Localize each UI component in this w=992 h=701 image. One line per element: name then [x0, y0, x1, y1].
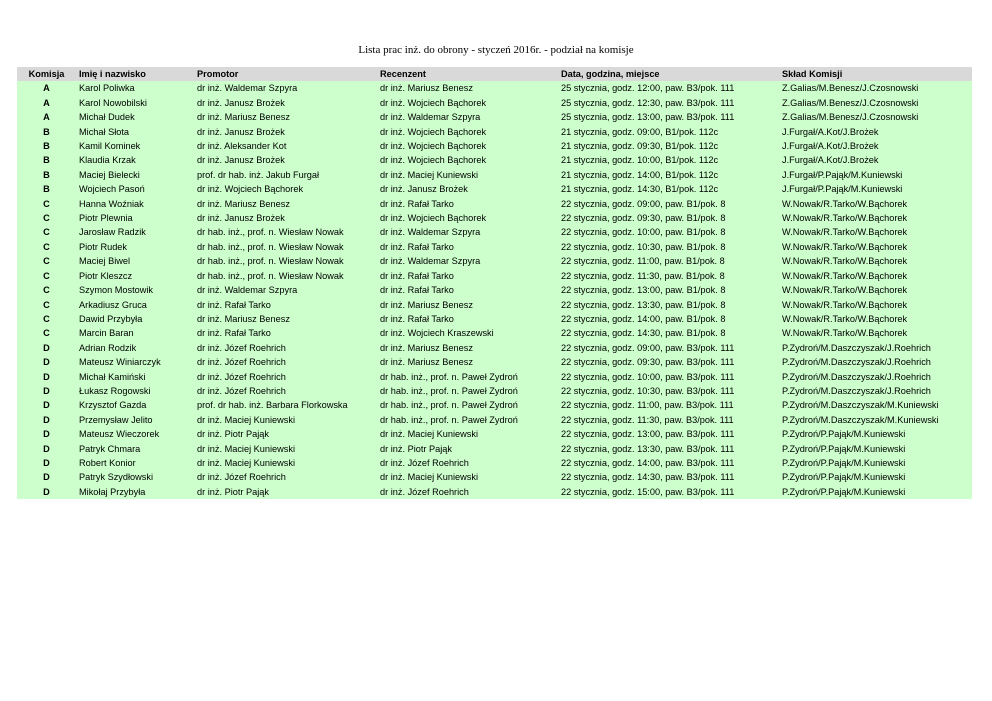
table-row: [17, 254, 972, 268]
promotor-cell: dr inż. Janusz Brożek: [197, 213, 285, 224]
promotor-cell: dr inż. Maciej Kuniewski: [197, 457, 296, 468]
student-name-cell: Klaudia Krzak: [79, 155, 136, 166]
promotor-cell: dr inż. Mariusz Benesz: [197, 313, 290, 324]
committee-members-cell: W.Nowak/R.Tarko/W.Bąchorek: [782, 198, 908, 209]
komisja-cell: B: [43, 184, 50, 195]
student-name-cell: Jarosław Radzik: [79, 227, 146, 238]
date-place-cell: 21 stycznia, godz. 09:00, B1/pok. 112c: [561, 126, 719, 137]
table-row: [17, 413, 972, 427]
table-row: [17, 355, 972, 369]
recenzent-cell: dr inż. Wojciech Bąchorek: [380, 155, 487, 166]
student-name-cell: Mateusz Wieczorek: [79, 429, 160, 440]
table-row: [17, 283, 972, 297]
date-place-cell: 22 stycznia, godz. 13:30, paw. B1/pok. 8: [561, 299, 726, 310]
komisja-cell: C: [43, 198, 50, 209]
student-name-cell: Hanna Woźniak: [79, 198, 144, 209]
date-place-cell: 22 stycznia, godz. 13:30, paw. B3/pok. 111: [561, 443, 735, 454]
date-place-cell: 21 stycznia, godz. 14:00, B1/pok. 112c: [561, 169, 719, 180]
recenzent-cell: dr inż. Józef Roehrich: [380, 457, 469, 468]
promotor-cell: dr inż. Maciej Kuniewski: [197, 414, 296, 425]
committee-members-cell: P.Zydroń/P.Pająk/M.Kuniewski: [782, 429, 906, 440]
committee-members-cell: P.Zydroń/M.Daszczyszak/J.Roehrich: [782, 357, 931, 368]
student-name-cell: Michał Słota: [79, 126, 130, 137]
promotor-cell: dr inż. Józef Roehrich: [197, 342, 286, 353]
committee-members-cell: P.Zydroń/M.Daszczyszak/J.Roehrich: [782, 342, 931, 353]
promotor-cell: dr inż. Waldemar Szpyra: [197, 83, 298, 94]
student-name-cell: Dawid Przybyła: [79, 313, 143, 324]
promotor-cell: dr inż. Józef Roehrich: [197, 385, 286, 396]
table-row: [17, 168, 972, 182]
date-place-cell: 25 stycznia, godz. 12:30, paw. B3/pok. 111: [561, 97, 735, 108]
table-row: [17, 456, 972, 470]
student-name-cell: Michał Kamiński: [79, 371, 146, 382]
table-row: [17, 341, 972, 355]
table-row: [17, 370, 972, 384]
date-place-cell: 22 stycznia, godz. 14:30, paw. B1/pok. 8: [561, 328, 726, 339]
promotor-cell: dr inż. Józef Roehrich: [197, 357, 286, 368]
student-name-cell: Przemysław Jelito: [79, 414, 153, 425]
date-place-cell: 22 stycznia, godz. 10:30, paw. B3/pok. 111: [561, 385, 735, 396]
komisja-cell: C: [43, 227, 50, 238]
komisja-cell: A: [43, 112, 50, 123]
date-place-cell: 22 stycznia, godz. 09:00, paw. B3/pok. 111: [561, 342, 735, 353]
komisja-cell: B: [43, 169, 50, 180]
promotor-cell: dr hab. inż., prof. n. Wiesław Nowak: [197, 256, 344, 267]
committee-members-cell: W.Nowak/R.Tarko/W.Bąchorek: [782, 299, 908, 310]
date-place-cell: 22 stycznia, godz. 11:00, paw. B1/pok. 8: [561, 256, 725, 267]
date-place-cell: 22 stycznia, godz. 14:30, paw. B3/pok. 111: [561, 472, 735, 483]
recenzent-cell: dr inż. Mariusz Benesz: [380, 342, 473, 353]
column-header-name: Imię i nazwisko: [79, 69, 146, 79]
date-place-cell: 22 stycznia, godz. 14:00, paw. B3/pok. 111: [561, 457, 735, 468]
student-name-cell: Piotr Plewnia: [79, 213, 133, 224]
komisja-cell: D: [43, 457, 50, 468]
promotor-cell: dr inż. Aleksander Kot: [197, 141, 287, 152]
table-row: [17, 470, 972, 484]
student-name-cell: Piotr Kleszcz: [79, 270, 133, 281]
page-title: Lista prac inż. do obrony - styczeń 2016r. - podział na komisje: [358, 44, 634, 56]
komisja-cell: C: [43, 256, 50, 267]
promotor-cell: dr inż. Wojciech Bąchorek: [197, 184, 304, 195]
table-row: [17, 312, 972, 326]
promotor-cell: dr hab. inż., prof. n. Wiesław Nowak: [197, 241, 344, 252]
student-name-cell: Kamil Kominek: [79, 141, 141, 152]
student-name-cell: Piotr Rudek: [79, 241, 128, 252]
recenzent-cell: dr inż. Waldemar Szpyra: [380, 112, 481, 123]
recenzent-cell: dr inż. Józef Roehrich: [380, 486, 469, 497]
student-name-cell: Michał Dudek: [79, 112, 135, 123]
committee-members-cell: W.Nowak/R.Tarko/W.Bąchorek: [782, 270, 908, 281]
recenzent-cell: dr inż. Mariusz Benesz: [380, 83, 473, 94]
table-header-row: [17, 67, 972, 81]
table-row: [17, 442, 972, 456]
committee-members-cell: Z.Galias/M.Benesz/J.Czosnowski: [782, 97, 919, 108]
date-place-cell: 22 stycznia, godz. 09:30, paw. B3/pok. 111: [561, 357, 735, 368]
student-name-cell: Maciej Biwel: [79, 256, 131, 267]
komisja-cell: A: [43, 97, 50, 108]
date-place-cell: 22 stycznia, godz. 09:00, paw. B1/pok. 8: [561, 198, 726, 209]
column-header-date-place: Data, godzina, miejsce: [561, 69, 660, 79]
committee-members-cell: P.Zydroń/M.Daszczyszak/J.Roehrich: [782, 385, 931, 396]
promotor-cell: dr inż. Piotr Pająk: [197, 486, 269, 497]
student-name-cell: Mateusz Winiarczyk: [79, 357, 161, 368]
table-row: [17, 427, 972, 441]
recenzent-cell: dr inż. Waldemar Szpyra: [380, 227, 481, 238]
recenzent-cell: dr inż. Rafał Tarko: [380, 270, 454, 281]
komisja-cell: C: [43, 213, 50, 224]
committee-members-cell: P.Zydroń/P.Pająk/M.Kuniewski: [782, 486, 906, 497]
date-place-cell: 22 stycznia, godz. 11:30, paw. B1/pok. 8: [561, 270, 725, 281]
recenzent-cell: dr hab. inż., prof. n. Paweł Zydroń: [380, 414, 518, 425]
promotor-cell: prof. dr hab. inż. Jakub Furgał: [197, 169, 320, 180]
table-row: [17, 384, 972, 398]
recenzent-cell: dr inż. Maciej Kuniewski: [380, 472, 479, 483]
date-place-cell: 22 stycznia, godz. 10:30, paw. B1/pok. 8: [561, 241, 726, 252]
komisja-cell: C: [43, 328, 50, 339]
promotor-cell: dr hab. inż., prof. n. Wiesław Nowak: [197, 270, 344, 281]
committee-members-cell: J.Furgał/A.Kot/J.Brożek: [782, 155, 879, 166]
recenzent-cell: dr inż. Mariusz Benesz: [380, 357, 473, 368]
recenzent-cell: dr inż. Wojciech Bąchorek: [380, 141, 487, 152]
recenzent-cell: dr inż. Rafał Tarko: [380, 313, 454, 324]
promotor-cell: dr inż. Józef Roehrich: [197, 371, 286, 382]
recenzent-cell: dr inż. Rafał Tarko: [380, 198, 454, 209]
student-name-cell: Karol Nowobilski: [79, 97, 147, 108]
komisja-cell: A: [43, 83, 50, 94]
promotor-cell: dr inż. Janusz Brożek: [197, 97, 285, 108]
promotor-cell: dr inż. Piotr Pająk: [197, 429, 269, 440]
komisja-cell: B: [43, 141, 50, 152]
committee-members-cell: W.Nowak/R.Tarko/W.Bąchorek: [782, 256, 908, 267]
date-place-cell: 22 stycznia, godz. 13:00, paw. B1/pok. 8: [561, 285, 726, 296]
student-name-cell: Patryk Szydłowski: [79, 472, 154, 483]
committee-members-cell: J.Furgał/A.Kot/J.Brożek: [782, 126, 879, 137]
committee-members-cell: W.Nowak/R.Tarko/W.Bąchorek: [782, 213, 908, 224]
komisja-cell: B: [43, 155, 50, 166]
committee-members-cell: J.Furgał/P.Pająk/M.Kuniewski: [782, 184, 903, 195]
table-row: [17, 182, 972, 196]
komisja-cell: D: [43, 472, 50, 483]
recenzent-cell: dr inż. Piotr Pająk: [380, 443, 452, 454]
komisja-cell: C: [43, 241, 50, 252]
date-place-cell: 25 stycznia, godz. 13:00, paw. B3/pok. 111: [561, 112, 735, 123]
committee-members-cell: P.Zydroń/M.Daszczyszak/M.Kuniewski: [782, 400, 939, 411]
komisja-cell: D: [43, 443, 50, 454]
komisja-cell: D: [43, 385, 50, 396]
recenzent-cell: dr hab. inż., prof. n. Paweł Zydroń: [380, 385, 518, 396]
recenzent-cell: dr inż. Wojciech Bąchorek: [380, 213, 487, 224]
recenzent-cell: dr inż. Rafał Tarko: [380, 285, 454, 296]
promotor-cell: prof. dr hab. inż. Barbara Florkowska: [197, 400, 348, 411]
student-name-cell: Maciej Bielecki: [79, 169, 140, 180]
committee-members-cell: J.Furgał/P.Pająk/M.Kuniewski: [782, 169, 903, 180]
date-place-cell: 21 stycznia, godz. 10:00, B1/pok. 112c: [561, 155, 719, 166]
komisja-cell: D: [43, 342, 50, 353]
komisja-cell: D: [43, 429, 50, 440]
recenzent-cell: dr inż. Wojciech Kraszewski: [380, 328, 494, 339]
table-row: [17, 153, 972, 167]
table-row: [17, 240, 972, 254]
date-place-cell: 22 stycznia, godz. 10:00, paw. B1/pok. 8: [561, 227, 726, 238]
committee-members-cell: P.Zydroń/M.Daszczyszak/M.Kuniewski: [782, 414, 939, 425]
date-place-cell: 21 stycznia, godz. 09:30, B1/pok. 112c: [561, 141, 719, 152]
table-row: [17, 81, 972, 95]
date-place-cell: 22 stycznia, godz. 09:30, paw. B1/pok. 8: [561, 213, 726, 224]
komisja-cell: C: [43, 270, 50, 281]
student-name-cell: Wojciech Pasoń: [79, 184, 145, 195]
komisja-cell: C: [43, 313, 50, 324]
date-place-cell: 22 stycznia, godz. 11:30, paw. B3/pok. 111: [561, 414, 734, 425]
table-row: [17, 398, 972, 412]
komisja-cell: D: [43, 371, 50, 382]
promotor-cell: dr inż. Waldemar Szpyra: [197, 285, 298, 296]
komisja-cell: D: [43, 357, 50, 368]
date-place-cell: 22 stycznia, godz. 13:00, paw. B3/pok. 111: [561, 429, 735, 440]
committee-members-cell: W.Nowak/R.Tarko/W.Bąchorek: [782, 227, 908, 238]
recenzent-cell: dr hab. inż., prof. n. Paweł Zydroń: [380, 400, 518, 411]
student-name-cell: Adrian Rodzik: [79, 342, 137, 353]
column-header-sklad: Skład Komisji: [782, 69, 843, 79]
date-place-cell: 22 stycznia, godz. 15:00, paw. B3/pok. 111: [561, 486, 735, 497]
promotor-cell: dr inż. Rafał Tarko: [197, 328, 271, 339]
committee-members-cell: W.Nowak/R.Tarko/W.Bąchorek: [782, 241, 908, 252]
recenzent-cell: dr inż. Janusz Brożek: [380, 184, 468, 195]
recenzent-cell: dr inż. Rafał Tarko: [380, 241, 454, 252]
promotor-cell: dr inż. Maciej Kuniewski: [197, 443, 296, 454]
student-name-cell: Marcin Baran: [79, 328, 134, 339]
recenzent-cell: dr inż. Maciej Kuniewski: [380, 429, 479, 440]
committee-members-cell: Z.Galias/M.Benesz/J.Czosnowski: [782, 83, 919, 94]
student-name-cell: Szymon Mostowik: [79, 285, 154, 296]
table-body: [17, 81, 972, 499]
student-name-cell: Robert Konior: [79, 457, 136, 468]
student-name-cell: Krzysztof Gazda: [79, 400, 147, 411]
committee-members-cell: W.Nowak/R.Tarko/W.Bąchorek: [782, 328, 908, 339]
promotor-cell: dr inż. Janusz Brożek: [197, 126, 285, 137]
committee-members-cell: J.Furgał/A.Kot/J.Brożek: [782, 141, 879, 152]
table-row: [17, 326, 972, 340]
promotor-cell: dr inż. Mariusz Benesz: [197, 198, 290, 209]
committee-members-cell: P.Zydroń/P.Pająk/M.Kuniewski: [782, 443, 906, 454]
recenzent-cell: dr hab. inż., prof. n. Paweł Zydroń: [380, 371, 518, 382]
date-place-cell: 25 stycznia, godz. 12:00, paw. B3/pok. 111: [561, 83, 735, 94]
recenzent-cell: dr inż. Mariusz Benesz: [380, 299, 473, 310]
table-row: [17, 125, 972, 139]
committee-members-cell: P.Zydroń/P.Pająk/M.Kuniewski: [782, 457, 906, 468]
table-row: [17, 96, 972, 110]
table-row: [17, 269, 972, 283]
recenzent-cell: dr inż. Maciej Kuniewski: [380, 169, 479, 180]
table-row: [17, 110, 972, 124]
table-row: [17, 298, 972, 312]
date-place-cell: 22 stycznia, godz. 14:00, paw. B1/pok. 8: [561, 313, 726, 324]
promotor-cell: dr inż. Józef Roehrich: [197, 472, 286, 483]
table-row: [17, 225, 972, 239]
committee-table: [17, 67, 972, 499]
komisja-cell: C: [43, 285, 50, 296]
committee-members-cell: P.Zydroń/P.Pająk/M.Kuniewski: [782, 472, 906, 483]
student-name-cell: Łukasz Rogowski: [79, 385, 151, 396]
student-name-cell: Arkadiusz Gruca: [79, 299, 147, 310]
recenzent-cell: dr inż. Wojciech Bąchorek: [380, 97, 487, 108]
promotor-cell: dr inż. Mariusz Benesz: [197, 112, 290, 123]
promotor-cell: dr hab. inż., prof. n. Wiesław Nowak: [197, 227, 344, 238]
table-row: [17, 139, 972, 153]
promotor-cell: dr inż. Janusz Brożek: [197, 155, 285, 166]
date-place-cell: 22 stycznia, godz. 10:00, paw. B3/pok. 111: [561, 371, 735, 382]
column-header-komisja: Komisja: [28, 69, 65, 79]
student-name-cell: Karol Poliwka: [79, 83, 135, 94]
committee-members-cell: W.Nowak/R.Tarko/W.Bąchorek: [782, 285, 908, 296]
student-name-cell: Patryk Chmara: [79, 443, 141, 454]
student-name-cell: Mikołaj Przybyła: [79, 486, 146, 497]
table-row: [17, 211, 972, 225]
recenzent-cell: dr inż. Waldemar Szpyra: [380, 256, 481, 267]
table-row: [17, 197, 972, 211]
committee-members-cell: Z.Galias/M.Benesz/J.Czosnowski: [782, 112, 919, 123]
recenzent-cell: dr inż. Wojciech Bąchorek: [380, 126, 487, 137]
komisja-cell: D: [43, 486, 50, 497]
komisja-cell: B: [43, 126, 50, 137]
table-row: [17, 485, 972, 499]
column-header-recenzent: Recenzent: [380, 69, 426, 79]
committee-members-cell: P.Zydroń/M.Daszczyszak/J.Roehrich: [782, 371, 931, 382]
date-place-cell: 21 stycznia, godz. 14:30, B1/pok. 112c: [561, 184, 719, 195]
komisja-cell: C: [43, 299, 50, 310]
column-header-promotor: Promotor: [197, 69, 239, 79]
komisja-cell: D: [43, 400, 50, 411]
committee-members-cell: W.Nowak/R.Tarko/W.Bąchorek: [782, 313, 908, 324]
komisja-cell: D: [43, 414, 50, 425]
date-place-cell: 22 stycznia, godz. 11:00, paw. B3/pok. 111: [561, 400, 734, 411]
promotor-cell: dr inż. Rafał Tarko: [197, 299, 271, 310]
